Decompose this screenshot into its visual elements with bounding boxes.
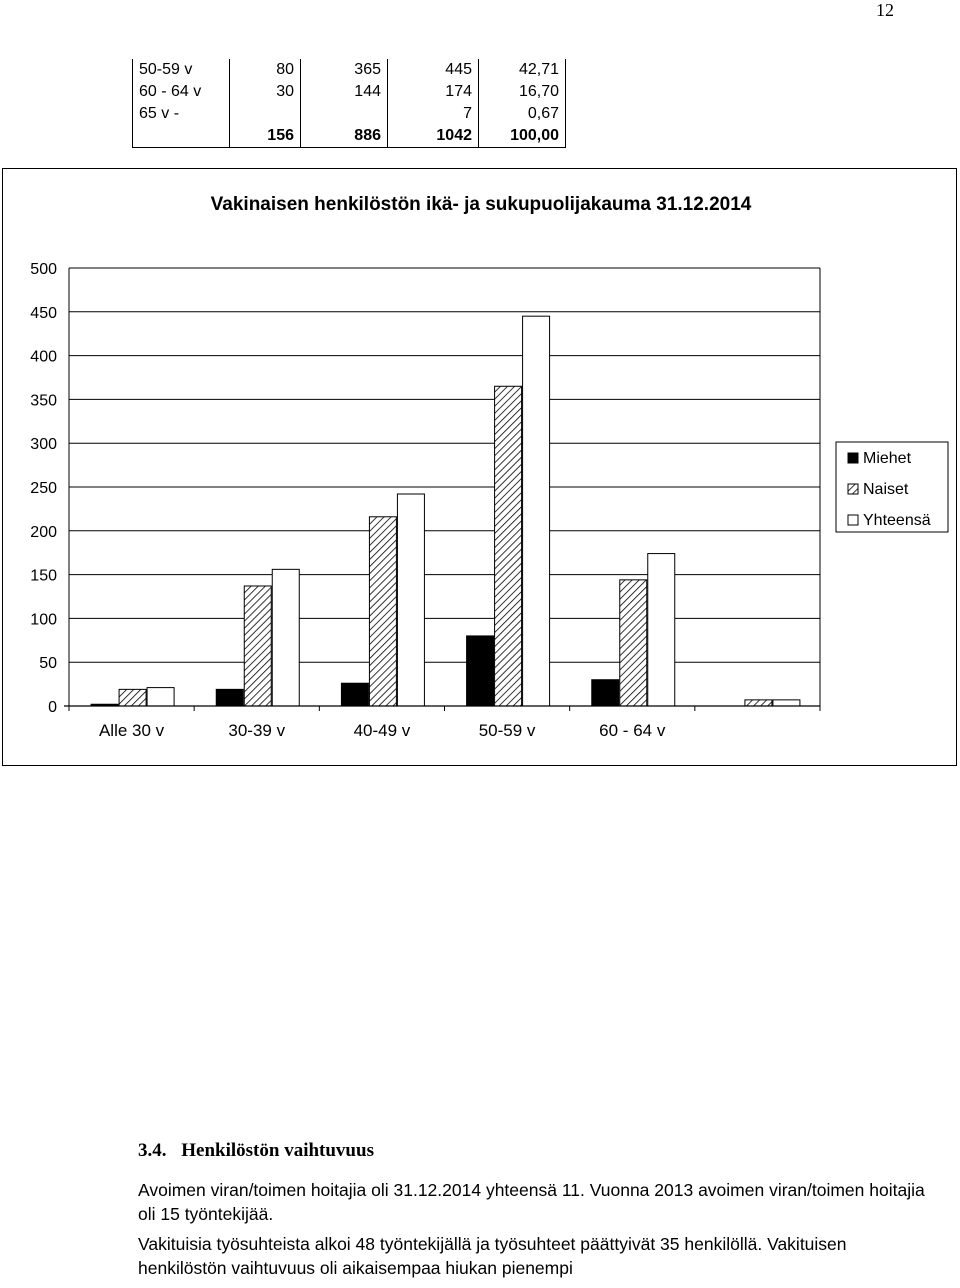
turnover-section — [138, 1138, 938, 1280]
y-tick-label: 400 — [30, 348, 57, 366]
bar-yhteensä — [272, 569, 299, 706]
table-cell — [133, 125, 230, 148]
legend-swatch — [848, 515, 858, 525]
x-tick-label: 60 - 64 v — [599, 721, 666, 740]
bar-miehet — [216, 689, 243, 706]
x-tick-label: Alle 30 v — [98, 721, 165, 740]
section-number: 3.4. — [138, 1140, 167, 1161]
y-tick-label: 0 — [48, 699, 57, 716]
table-cell: 445 — [388, 59, 479, 81]
table-cell: 156 — [230, 125, 301, 148]
y-tick-label: 500 — [30, 261, 57, 278]
bar-naiset — [119, 689, 146, 706]
table-cell: 1042 — [388, 125, 479, 148]
y-tick-label: 450 — [30, 304, 57, 322]
table-cell: 100,00 — [479, 125, 566, 148]
page-number: 12 — [876, 0, 894, 20]
table-row — [133, 81, 566, 103]
table-cell: 60 - 64 v — [133, 81, 230, 103]
table-cell: 80 — [230, 59, 301, 81]
bar-yhteensä — [523, 316, 550, 706]
table-cell: 16,70 — [479, 81, 566, 103]
bar-naiset — [369, 517, 396, 706]
bar-naiset — [244, 586, 271, 706]
table-row — [133, 59, 566, 81]
bar-miehet — [592, 680, 619, 706]
legend-swatch — [848, 453, 858, 463]
y-tick-label: 350 — [30, 392, 57, 410]
bar-naiset — [495, 386, 522, 706]
section-title: Henkilöstön vaihtuvuus — [181, 1140, 374, 1161]
section-heading — [138, 1138, 938, 1164]
table-cell: 0,67 — [479, 103, 566, 125]
table-cell: 50-59 v — [133, 59, 230, 81]
chart-title: Vakinaisen henkilöstön ikä- ja sukupuolijakauma 31.12.2014 — [210, 194, 752, 215]
y-axis-ticks — [30, 261, 57, 716]
table-row — [133, 103, 566, 125]
chart-gridlines — [69, 268, 820, 711]
bar-yhteensä — [147, 688, 174, 706]
table-cell: 144 — [301, 81, 388, 103]
age-summary-table — [132, 59, 566, 148]
table-cell: 65 v - — [133, 103, 230, 125]
legend-swatch — [848, 484, 858, 494]
x-axis-ticks — [64, 706, 820, 740]
table-cell — [301, 103, 388, 125]
table-cell: 42,71 — [479, 59, 566, 81]
paragraph-employment: Vakituisia työsuhteista alkoi 48 työntekijällä ja työsuhteet päättyivät 35 henkilöllä. Vakituisen henkilöstön vaihtuvuus oli aikaisempaa hiukan pienempi — [138, 1234, 847, 1278]
y-tick-label: 100 — [30, 611, 57, 629]
chart-legend — [836, 442, 948, 532]
legend-label: Yhteensä — [863, 512, 931, 529]
table-cell: 365 — [301, 59, 388, 81]
y-tick-label: 200 — [30, 523, 57, 541]
x-tick-label: 30-39 v — [228, 721, 286, 740]
bar-miehet — [341, 683, 368, 706]
x-tick-label: 40-49 v — [353, 721, 411, 740]
legend-label: Naiset — [863, 481, 909, 498]
age-gender-chart — [2, 168, 957, 766]
paragraph-vacancies: Avoimen viran/toimen hoitajia oli 31.12.2014 yhteensä 11. Vuonna 2013 avoimen viran/toimen hoitajia oli 15 työntekijää. — [138, 1180, 925, 1224]
y-tick-label: 250 — [30, 480, 57, 497]
table-cell: 174 — [388, 81, 479, 103]
y-tick-label: 50 — [39, 655, 57, 673]
y-tick-label: 300 — [30, 436, 57, 454]
legend-label: Miehet — [863, 450, 912, 467]
table-cell: 30 — [230, 81, 301, 103]
table-total-row — [133, 125, 566, 148]
bar-yhteensä — [397, 494, 424, 706]
bar-yhteensä — [773, 700, 800, 706]
bar-yhteensä — [648, 554, 675, 706]
chart-bars — [91, 316, 800, 706]
table-cell — [230, 103, 301, 125]
table-cell: 7 — [388, 103, 479, 125]
y-tick-label: 150 — [30, 567, 57, 585]
chart-canvas — [3, 169, 956, 765]
table-cell: 886 — [301, 125, 388, 148]
bar-naiset — [620, 580, 647, 706]
bar-naiset — [745, 700, 772, 706]
bar-miehet — [467, 636, 494, 706]
x-tick-label: 50-59 v — [478, 721, 536, 740]
